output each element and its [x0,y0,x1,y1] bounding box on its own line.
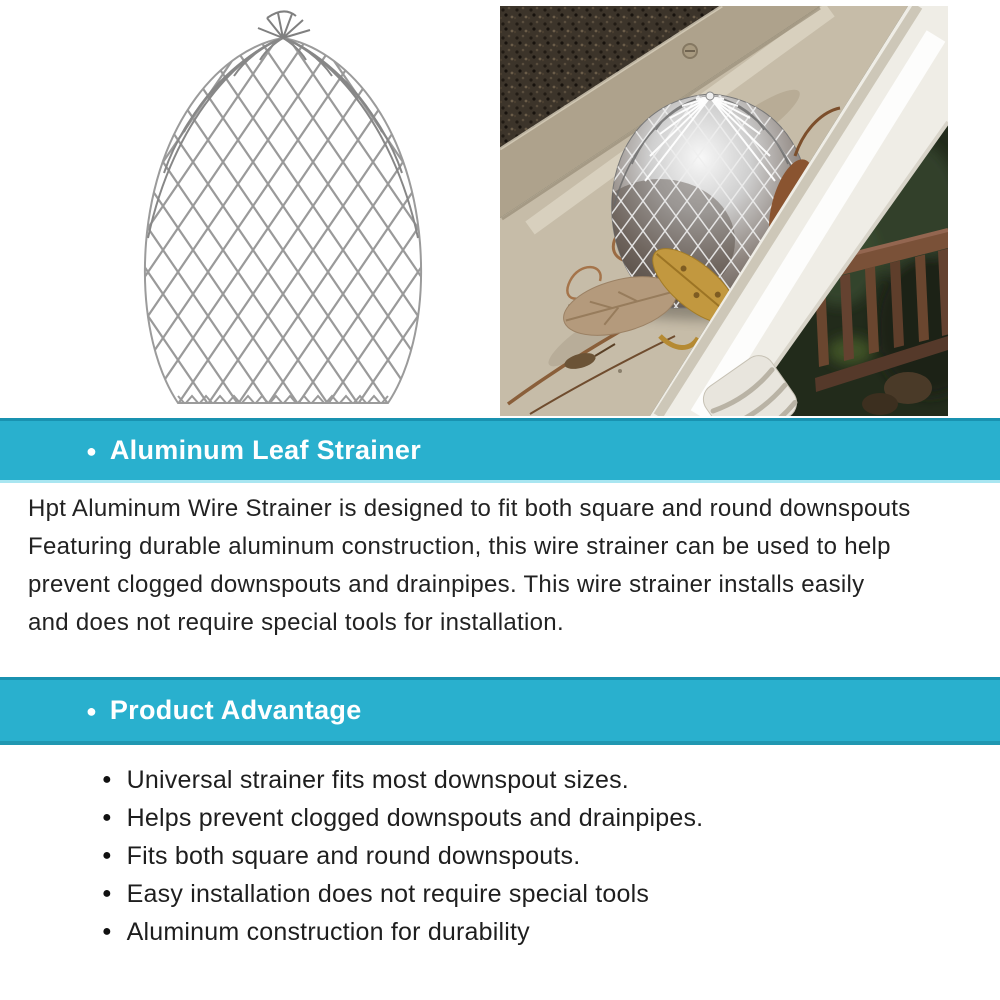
advantage-item [102,837,703,875]
bullet-icon: ● [102,771,112,788]
advantage-text: Easy installation does not require special tools [126,879,650,908]
advantage-text: Fits both square and round downspouts. [126,841,581,870]
advantage-list [102,761,703,951]
bullet-icon: ● [102,885,112,902]
bullet-icon: ● [102,923,112,940]
advantage-item [102,913,703,951]
advantage-text: Universal strainer fits most downspout sizes. [126,765,629,794]
description-line: prevent clogged downspouts and drainpipes. This wire strainer installs easily [28,571,865,598]
strainer-top-tuft [258,11,310,38]
section-banner-advantage [0,677,1000,745]
intro-section-title: Aluminum Leaf Strainer [109,435,422,465]
description-line: Hpt Aluminum Wire Strainer is designed to fit both square and round downspouts [28,495,911,522]
advantage-item [102,875,703,913]
advantage-text: Aluminum construction for durability [126,917,530,946]
advantage-text: Helps prevent clogged downspouts and drainpipes. [126,803,704,832]
banner-bullet-icon: ● [86,440,97,461]
mesh-strainer-product-image [118,8,448,410]
bullet-icon: ● [102,809,112,826]
strainer-installed-gutter-image [500,6,948,416]
description-paragraph [28,490,911,642]
section-banner-intro [0,418,1000,483]
advantage-section-title: Product Advantage [109,695,362,725]
bullet-icon: ● [102,847,112,864]
banner-bullet-icon: ● [86,700,97,721]
description-line: Featuring durable aluminum construction, this wire strainer can be used to help [28,533,891,560]
advantage-item [102,799,703,837]
description-line: and does not require special tools for installation. [28,609,564,636]
advantage-item [102,761,703,799]
